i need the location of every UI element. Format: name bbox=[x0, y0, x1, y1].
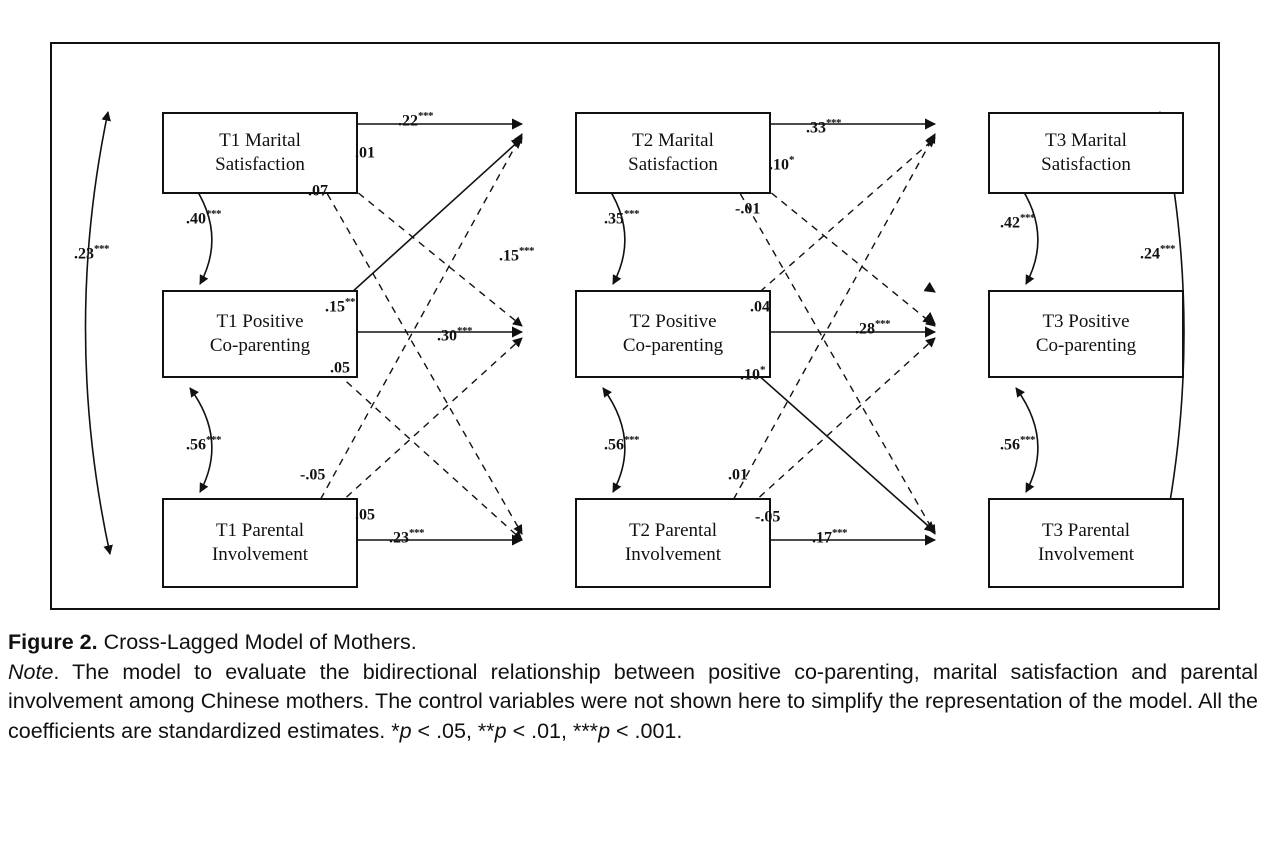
coef-value: .22 bbox=[398, 112, 418, 130]
coef-value: .05 bbox=[355, 506, 375, 524]
coef-value: .10 bbox=[740, 366, 760, 384]
edge-label-t3-coparenting-involvement bbox=[1000, 434, 1035, 454]
coef-value: .01 bbox=[728, 466, 748, 484]
coef-value: .05 bbox=[330, 359, 350, 377]
node-label-line2: Co-parenting bbox=[1035, 335, 1137, 356]
coef-value: -.01 bbox=[735, 200, 761, 218]
coef-sig: *** bbox=[1160, 243, 1175, 255]
node-label-line1: T2 Parental bbox=[628, 520, 718, 542]
sig-p-1: p bbox=[399, 718, 412, 743]
edge-label-cross-neg01 bbox=[735, 198, 760, 218]
coef-sig: ** bbox=[345, 296, 355, 308]
node-label-line2: Co-parenting bbox=[209, 335, 311, 356]
edge-label-cross-01b bbox=[728, 464, 748, 484]
coef-sig: *** bbox=[519, 245, 534, 257]
edge-label-cross-10a bbox=[769, 154, 794, 174]
coef-value: .23 bbox=[389, 529, 409, 547]
edge-label-cross-10b bbox=[740, 364, 765, 384]
coef-value: .10 bbox=[769, 156, 789, 174]
node-label-line1: T3 Parental bbox=[1041, 520, 1131, 542]
coef-sig: *** bbox=[206, 434, 221, 446]
edge-label-cross-07 bbox=[308, 180, 328, 200]
coef-sig: *** bbox=[624, 208, 639, 220]
node-label-line1: T1 Parental bbox=[215, 520, 305, 542]
edge-label-cross-15a bbox=[325, 296, 355, 316]
edge-label-t1t2-coparenting bbox=[437, 325, 472, 345]
node-t3-marital bbox=[988, 112, 1184, 194]
edge-label-t2t3-marital bbox=[806, 117, 841, 137]
figure-caption bbox=[8, 628, 1258, 747]
node-label-line2: Satisfaction bbox=[1041, 154, 1131, 175]
sig-rest-1: < .05, ** bbox=[411, 718, 495, 743]
edge-label-t2-marital-coparenting bbox=[604, 208, 639, 228]
edge-label-cross-01 bbox=[355, 142, 375, 162]
node-label-line1: T2 Positive bbox=[629, 311, 717, 333]
coef-value: .56 bbox=[1000, 436, 1020, 454]
note-text: . The model to evaluate the bidirectional relationship between positive co-parenting, marital satisfaction and parental involvement among Chinese mothers. The control variables were not shown here to simplify the representation of the model. All the coefficients are standardized estimates. * bbox=[8, 659, 1258, 743]
node-t3-involvement bbox=[988, 498, 1184, 588]
edge-label-t1t2-involvement bbox=[389, 527, 424, 547]
coef-value: -.05 bbox=[755, 508, 781, 526]
coef-value: .23 bbox=[74, 245, 94, 263]
coef-value: -.05 bbox=[300, 466, 326, 484]
node-t1-marital bbox=[162, 112, 358, 194]
coef-sig: *** bbox=[832, 527, 847, 539]
edge-label-cross-neg05b bbox=[755, 506, 780, 526]
edge-label-t2t3-involvement bbox=[812, 527, 847, 547]
coef-value: .24 bbox=[1140, 245, 1160, 263]
edge-label-t2-coparenting-involvement bbox=[604, 434, 639, 454]
coef-sig: *** bbox=[624, 434, 639, 446]
coef-value: .40 bbox=[186, 210, 206, 228]
edge-label-t1-coparenting-involvement bbox=[186, 434, 221, 454]
coef-sig: * bbox=[760, 364, 765, 376]
coef-value: .01 bbox=[355, 144, 375, 162]
coef-sig: *** bbox=[1020, 434, 1035, 446]
sig-rest-3: < .001. bbox=[610, 718, 683, 743]
sig-p-2: p bbox=[494, 718, 507, 743]
coef-value: .42 bbox=[1000, 214, 1020, 232]
coef-value: .15 bbox=[325, 298, 345, 316]
sig-rest-2: < .01, *** bbox=[506, 718, 599, 743]
edge-label-cross-05a bbox=[330, 357, 350, 377]
edge-label-t1t2-marital bbox=[398, 110, 433, 130]
coef-sig: *** bbox=[206, 208, 221, 220]
node-label-line2: Satisfaction bbox=[215, 154, 305, 175]
edge-label-t2t3-coparenting bbox=[855, 318, 890, 338]
edge-label-t1-marital-coparenting bbox=[186, 208, 221, 228]
coef-value: .28 bbox=[855, 320, 875, 338]
coef-value: .07 bbox=[308, 182, 328, 200]
node-label-line2: Co-parenting bbox=[622, 335, 724, 356]
coef-sig: *** bbox=[418, 110, 433, 122]
coef-value: .15 bbox=[499, 247, 519, 265]
node-label-line2: Involvement bbox=[624, 544, 722, 565]
node-t2-marital bbox=[575, 112, 771, 194]
figure-title: Cross-Lagged Model of Mothers. bbox=[103, 630, 417, 654]
coef-sig: *** bbox=[875, 318, 890, 330]
coef-value: .56 bbox=[186, 436, 206, 454]
coef-value: .04 bbox=[750, 298, 770, 316]
node-t3-coparenting bbox=[988, 290, 1184, 378]
node-label-line2: Involvement bbox=[211, 544, 309, 565]
node-label-line1: T1 Positive bbox=[216, 311, 304, 333]
coef-sig: *** bbox=[1020, 212, 1035, 224]
edge-label-t3-marital-coparenting bbox=[1000, 212, 1035, 232]
node-label-line1: T3 Positive bbox=[1042, 311, 1130, 333]
node-label-line1: T3 Marital bbox=[1045, 130, 1127, 152]
coef-value: .56 bbox=[604, 436, 624, 454]
edge-label-cross-neg05a bbox=[300, 464, 325, 484]
coef-sig: *** bbox=[457, 325, 472, 337]
node-label-line2: Satisfaction bbox=[628, 154, 718, 175]
edge-label-cross-15b bbox=[499, 245, 534, 265]
node-label-line2: Involvement bbox=[1037, 544, 1135, 565]
edge-label-covariance-t3 bbox=[1140, 243, 1175, 263]
figure-number: Figure 2. bbox=[8, 630, 98, 654]
edge-label-cross-05b bbox=[355, 504, 375, 524]
coef-sig: * bbox=[789, 154, 794, 166]
coef-sig: *** bbox=[94, 243, 109, 255]
coef-value: .35 bbox=[604, 210, 624, 228]
coef-value: .30 bbox=[437, 327, 457, 345]
node-t2-involvement bbox=[575, 498, 771, 588]
edge-label-covariance-t1 bbox=[74, 243, 109, 263]
coef-value: .17 bbox=[812, 529, 832, 547]
node-label-line1: T2 Marital bbox=[632, 130, 714, 152]
coef-sig: *** bbox=[409, 527, 424, 539]
coef-value: .33 bbox=[806, 119, 826, 137]
node-label-line1: T1 Marital bbox=[219, 130, 301, 152]
note-label: Note bbox=[8, 659, 54, 684]
sig-p-3: p bbox=[598, 718, 611, 743]
node-t1-involvement bbox=[162, 498, 358, 588]
edge-label-cross-04 bbox=[750, 296, 770, 316]
coef-sig: *** bbox=[826, 117, 841, 129]
